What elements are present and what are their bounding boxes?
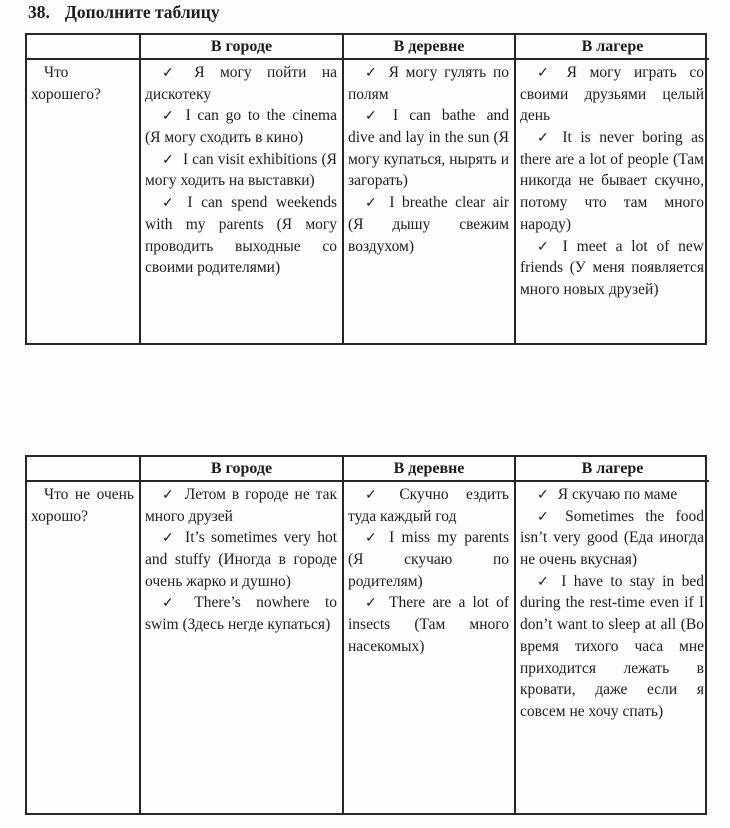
item-text: I can spend weekends with my parents (Я могу проводить выходные со своими родителями) <box>145 194 337 277</box>
checklist-item <box>145 592 337 635</box>
item-text: I breathe clear air (Я дышу свежим воздухом) <box>348 194 509 255</box>
exercise-title-text: Дополните таблицу <box>64 2 220 22</box>
checkmark-icon: ✓ <box>162 596 186 612</box>
checkmark-icon: ✓ <box>162 196 179 212</box>
checkmark-icon: ✓ <box>162 488 176 503</box>
item-text: Я могу играть со своими друзьями целый день <box>520 64 705 125</box>
header-in-camp: В лагере <box>514 457 709 482</box>
item-text: There are a lot of insects (Там много насекомых) <box>348 594 509 655</box>
checklist-item <box>348 484 509 527</box>
exercise-title <box>28 2 220 23</box>
item-text: I meet a lot of new friends (У меня появляется много новых друзей) <box>520 237 704 298</box>
table-what-is-good <box>25 33 707 345</box>
item-text: There’s nowhere to swim (Здесь негде купаться) <box>145 594 338 634</box>
checklist-item <box>145 484 337 527</box>
checklist-item <box>520 571 704 723</box>
checklist-item <box>145 149 337 192</box>
checklist-item <box>145 105 337 148</box>
checkmark-icon: ✓ <box>365 488 391 503</box>
checklist-item <box>520 506 704 571</box>
checkmark-icon: ✓ <box>365 531 381 547</box>
checklist-item <box>520 127 704 235</box>
checkmark-icon: ✓ <box>162 531 177 547</box>
checklist-item <box>348 62 509 105</box>
exercise-number: 38. <box>28 2 50 22</box>
item-text: I can bathe and dive and lay in the sun (Я могу купаться, нырять и загорать) <box>348 107 509 190</box>
checklist-item <box>145 527 337 592</box>
checkmark-icon: ✓ <box>162 109 177 125</box>
checklist-item <box>520 484 704 506</box>
checkmark-icon: ✓ <box>537 574 553 590</box>
checklist-item <box>520 62 704 127</box>
checkmark-icon: ✓ <box>365 196 381 212</box>
row-label: Что не очень хорошо? <box>31 486 134 526</box>
cell-city-good <box>139 60 342 343</box>
checkmark-icon: ✓ <box>162 152 174 168</box>
cell-village-bad <box>342 482 514 813</box>
checklist-item <box>348 105 509 192</box>
checkmark-icon: ✓ <box>365 66 380 81</box>
row-label-cell <box>27 60 139 343</box>
header-in-village: В деревне <box>342 457 514 482</box>
item-text: I can visit exhibitions (Я могу ходить на выставки) <box>145 150 337 190</box>
checkmark-icon: ✓ <box>537 239 554 255</box>
checkmark-icon: ✓ <box>537 66 558 81</box>
item-text: I miss my parents (Я скучаю по родителям) <box>348 529 510 590</box>
checklist-item <box>348 592 509 657</box>
row-label-cell <box>27 482 139 813</box>
cell-city-bad <box>139 482 342 813</box>
header-in-city: В городе <box>139 35 342 60</box>
item-text: I can go to the cinema (Я могу сходить в кино) <box>145 107 337 147</box>
checklist-item <box>520 236 704 301</box>
item-text: Летом в городе не так много друзей <box>145 486 337 525</box>
checkmark-icon: ✓ <box>162 66 186 81</box>
item-text: Я могу гулять по полям <box>348 64 509 103</box>
checkmark-icon: ✓ <box>537 488 549 503</box>
header-in-camp: В лагере <box>514 35 709 60</box>
checklist-item <box>145 62 337 105</box>
row-label: Что хорошего? <box>31 64 101 104</box>
item-text: Скучно ездить туда каждый год <box>348 486 509 525</box>
checklist-item <box>348 192 509 257</box>
checkmark-icon: ✓ <box>365 109 384 125</box>
checklist-item <box>145 192 337 279</box>
item-text: It’s sometimes very hot and stuffy (Иногда в городе очень жарко и душно) <box>145 529 337 590</box>
header-in-city: В городе <box>139 457 342 482</box>
header-empty-cell <box>27 35 139 60</box>
cell-camp-bad <box>514 482 709 813</box>
checkmark-icon: ✓ <box>537 509 557 525</box>
item-text: Я могу пойти на дискотеку <box>145 64 337 103</box>
item-text: Я скучаю по маме <box>557 486 678 503</box>
checklist-item <box>348 527 509 592</box>
checkmark-icon: ✓ <box>537 131 554 147</box>
item-text: I have to stay in bed during the rest-time even if I don’t want to sleep at all (Во время тихого часа мне приходится лежать в кровати, даже если я совсем не хочу спать) <box>520 572 704 720</box>
header-in-village: В деревне <box>342 35 514 60</box>
item-text: Sometimes the food isn’t very good (Еда иногда не очень вкусная) <box>520 507 704 569</box>
cell-village-good <box>342 60 514 343</box>
table-what-is-not-good <box>25 455 707 815</box>
item-text: It is never boring as there are a lot of people (Там никогда не бывает скучно, потому что там много народу) <box>520 129 705 233</box>
header-empty-cell <box>27 457 139 482</box>
cell-camp-good <box>514 60 709 343</box>
checkmark-icon: ✓ <box>365 596 381 612</box>
